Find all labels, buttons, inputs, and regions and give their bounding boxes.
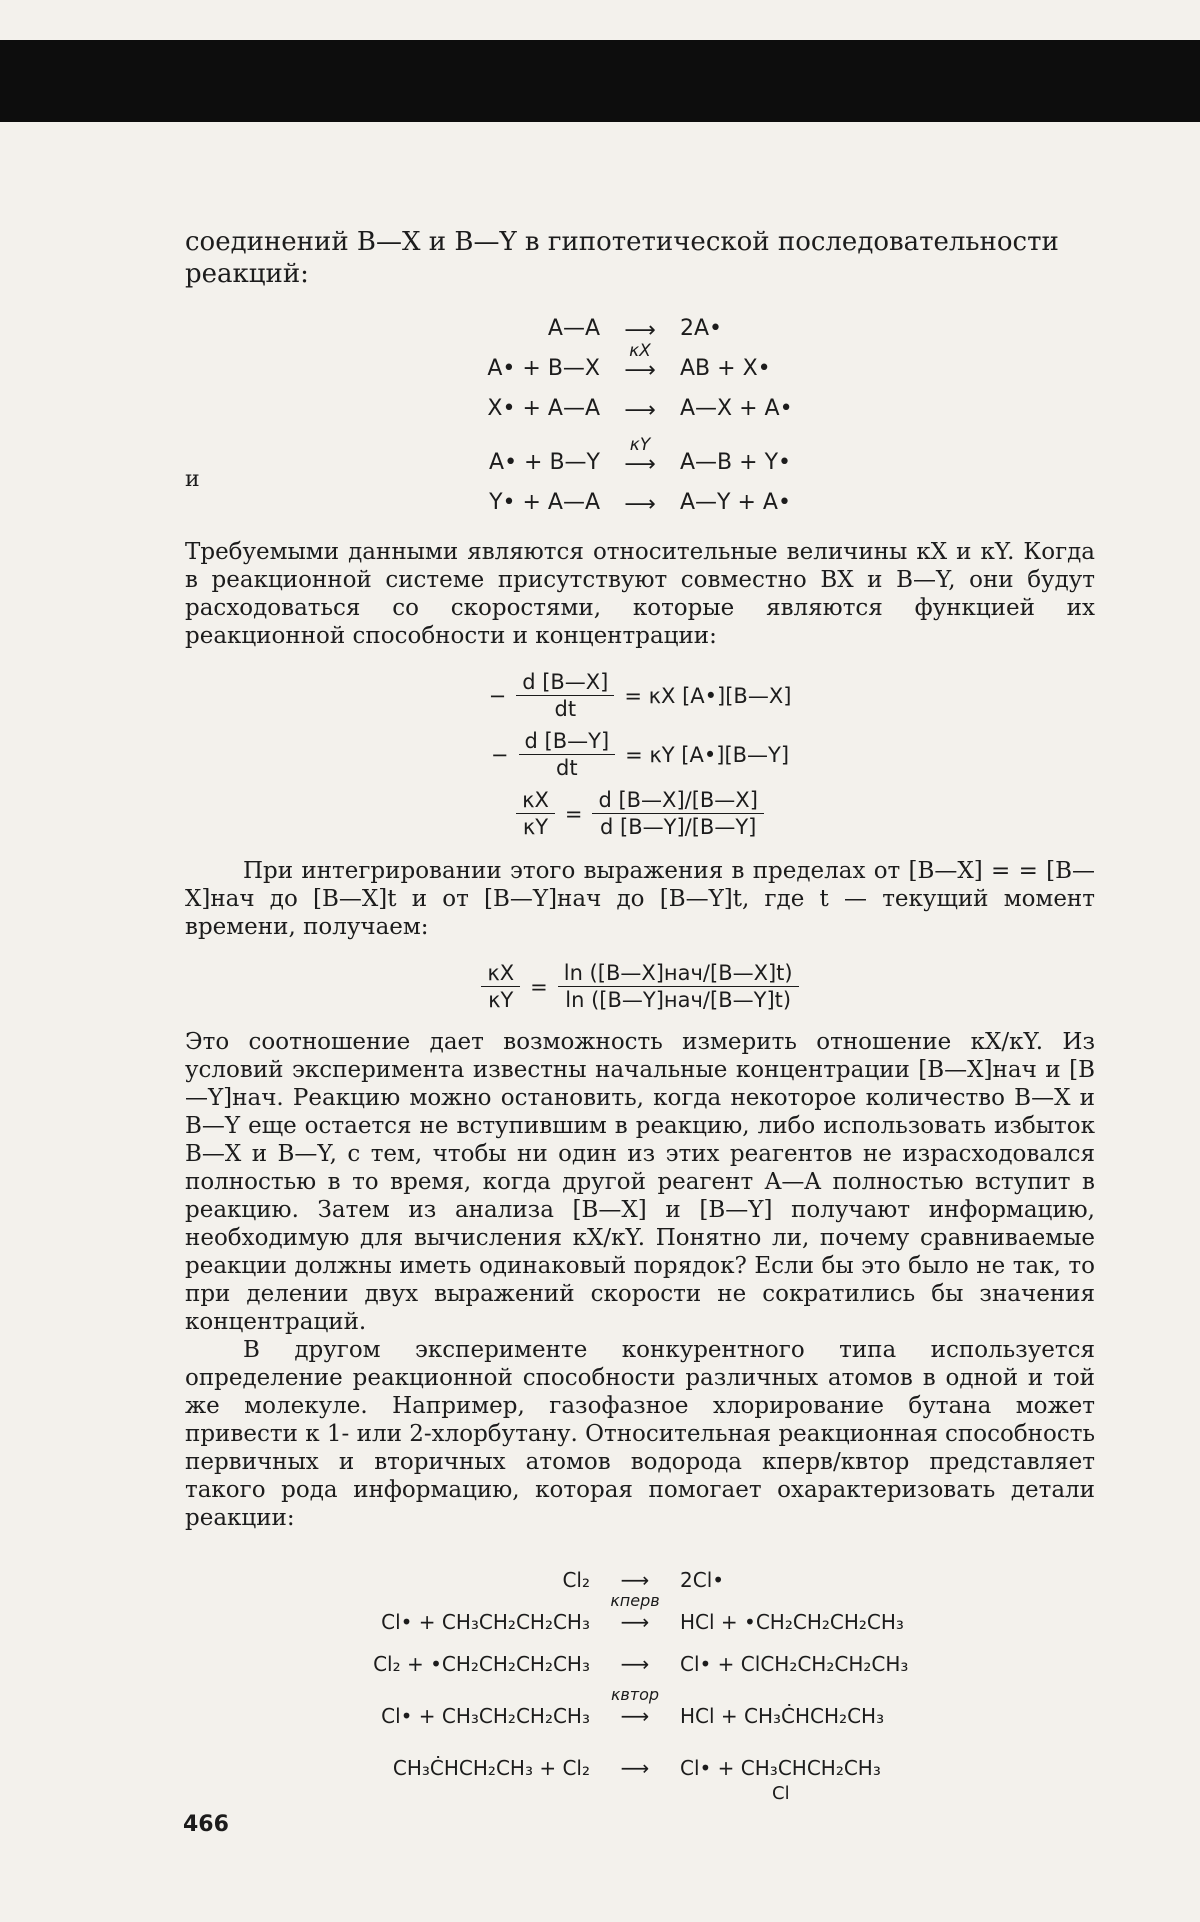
arrow-icon: ⟶ [620,1756,650,1780]
rate-constant: κперв [610,1591,660,1610]
paragraph: Это соотношение дает возможность измерить отношение κX/κY. Из условий эксперимента известны начальные концентрации [B—X]нач и [B—Y]нач. Реакцию можно остановить, когда некоторое количество B—X и B—Y еще остается не вступившим в реакцию, либо использовать избыток B—X и B—Y, с тем, чтобы ни один из этих реагентов не израсходовался полностью в то время, когда другой реагент A—A полностью вступит в реакцию. Затем из анализа [B—X] и [B—Y] получают информацию, необходимую для вычисления κX/κY. Понятно ли, почему сравниваемые реакции должны иметь одинаковый порядок? Если бы это было не так, то при делении двух выражений скорости не сократились бы значения концентраций. [185,1029,1095,1335]
rate-equations [185,670,1095,839]
fraction-denominator: κY [488,988,514,1012]
reaction-rhs: Cl• + ClCH₂CH₂CH₂CH₃ [680,1652,909,1676]
arrow-icon: ⟶ [624,318,656,343]
reaction-lhs: A—A [547,316,600,341]
fraction-numerator: ln ([B—X]нач/[B—X]t) [558,961,799,987]
chlorine-substituent: Cl [772,1783,790,1804]
arrow-icon: ⟶ [620,1704,650,1728]
rate-constant: κвтор [610,1685,660,1704]
reaction-scheme-1 [185,302,1095,516]
minus-sign: − [488,683,507,708]
arrow-icon: ⟶ [624,398,656,423]
fraction-numerator: d [B—X] [516,670,614,696]
page-content [185,226,1095,1806]
reaction-lhs: Cl• + CH₃CH₂CH₂CH₃ [381,1704,590,1728]
rate-equation [489,670,792,721]
reaction-line [185,1686,1095,1728]
reaction-lhs: Cl• + CH₃CH₂CH₂CH₃ [381,1610,590,1634]
reaction-rhs: A—B + Y• [680,450,791,475]
fraction-numerator: κX [516,788,555,814]
integrated-ratio: $\frac{\kappa X}{\kappa Y}$ = $\frac{\text{ln ([B—X]нач/[B—X]t)}}{\text{ln ([B—Y]нач/[B—Y]t)}}$ [185,961,1095,1012]
reaction-line [185,1592,1095,1634]
arrow-icon: ⟶ [620,1568,650,1592]
reaction-lhs: A• + B—Y [489,450,600,475]
reaction-rhs: HCl + CH₃ĊHCH₂CH₃ [680,1704,885,1728]
fraction-denominator: dt [554,697,577,721]
rate-equation [491,729,789,780]
fraction-numerator: κX [481,961,520,987]
fraction-denominator: ln ([B—Y]нач/[B—Y]t) [565,988,792,1012]
reaction-rhs: A—Y + A• [680,490,791,515]
reaction-line [185,1550,1095,1592]
arrow-icon: ⟶ [624,492,656,517]
arrow-icon: ⟶ [624,452,656,477]
fraction-numerator: d [B—X]/[B—X] [592,788,763,814]
reaction-line [185,342,1095,382]
fraction-denominator: κY [522,815,549,839]
reaction-lhs: Y• + A—A [489,490,600,515]
arrow-icon: ⟶ [624,358,656,383]
reaction-rhs: HCl + •CH₂CH₂CH₂CH₃ [680,1610,904,1634]
reaction-lhs: Cl₂ [562,1568,590,1592]
paragraph: В другом эксперименте конкурентного типа используется определение реакционной способности различных атомов в одной и той же молекуле. Например, газофазное хлорирование бутана может привести к 1- или 2-хлорбутану. Относительная реакционная способность первичных и вторичных атомов водорода κперв/κвтор представляет такого рода информацию, которая помогает охарактеризовать детали реакции: [185,1337,1095,1531]
reaction-line [185,382,1095,422]
paragraph: При интегрировании этого выражения в пределах от [B—X] = = [B—X]нач до [B—X]t и от [B—Y]нач до [B—Y]t, где t — текущий момент времени, получаем: [185,858,1095,940]
reaction-rhs: AB + X• [680,356,771,381]
fraction-numerator: d [B—Y] [519,729,616,755]
fraction-denominator: dt [556,756,578,780]
rate-constant: κX [629,341,651,361]
arrow-icon: ⟶ [620,1610,650,1634]
reaction-line [185,1634,1095,1676]
and-label: и [185,467,200,492]
intro-text: соединений B—X и B—Y в гипотетической последовательности реакций: [185,227,1059,289]
reaction-scheme-2 [185,1550,1095,1806]
reaction-rhs: A—X + A• [680,396,793,421]
reaction-lhs: CH₃ĊHCH₂CH₃ + Cl₂ [392,1756,590,1780]
reaction-rhs: 2A• [680,316,723,341]
reaction-lhs: A• + B—X [487,356,600,381]
ratio-equation: $\frac{\kappa X}{\kappa Y}$ = $\frac{d [B—X]/[B—X]}{d [B—Y]/[B—Y]}$ [516,788,764,839]
rate-constant: κY [629,435,651,455]
reaction-rhs: 2Cl• [680,1568,725,1592]
reaction-line [185,476,1095,516]
equation-rhs: = κY [A•][B—Y] [625,742,790,767]
reaction-line [185,1738,1095,1780]
equation-rhs: = κX [A•][B—X] [624,683,792,708]
reaction-line [185,436,1095,476]
arrow-icon: ⟶ [620,1652,650,1676]
page-number: 466 [183,1812,229,1837]
paragraph: Требуемыми данными являются относительные величины κX и κY. Когда в реакционной системе присутствуют совместно BX и B—Y, они будут расходоваться со скоростями, которые являются функцией их реакционной способности и концентрации: [185,539,1095,649]
minus-sign: − [490,742,509,767]
reaction-lhs: Cl₂ + •CH₂CH₂CH₂CH₃ [373,1652,590,1676]
reaction-line [185,302,1095,342]
scan-dark-band [0,40,1200,122]
reaction-lhs: X• + A—A [487,396,600,421]
reaction-rhs: Cl• + CH₃CHCH₂CH₃ [680,1756,881,1780]
fraction-denominator: d [B—Y]/[B—Y] [600,815,757,839]
